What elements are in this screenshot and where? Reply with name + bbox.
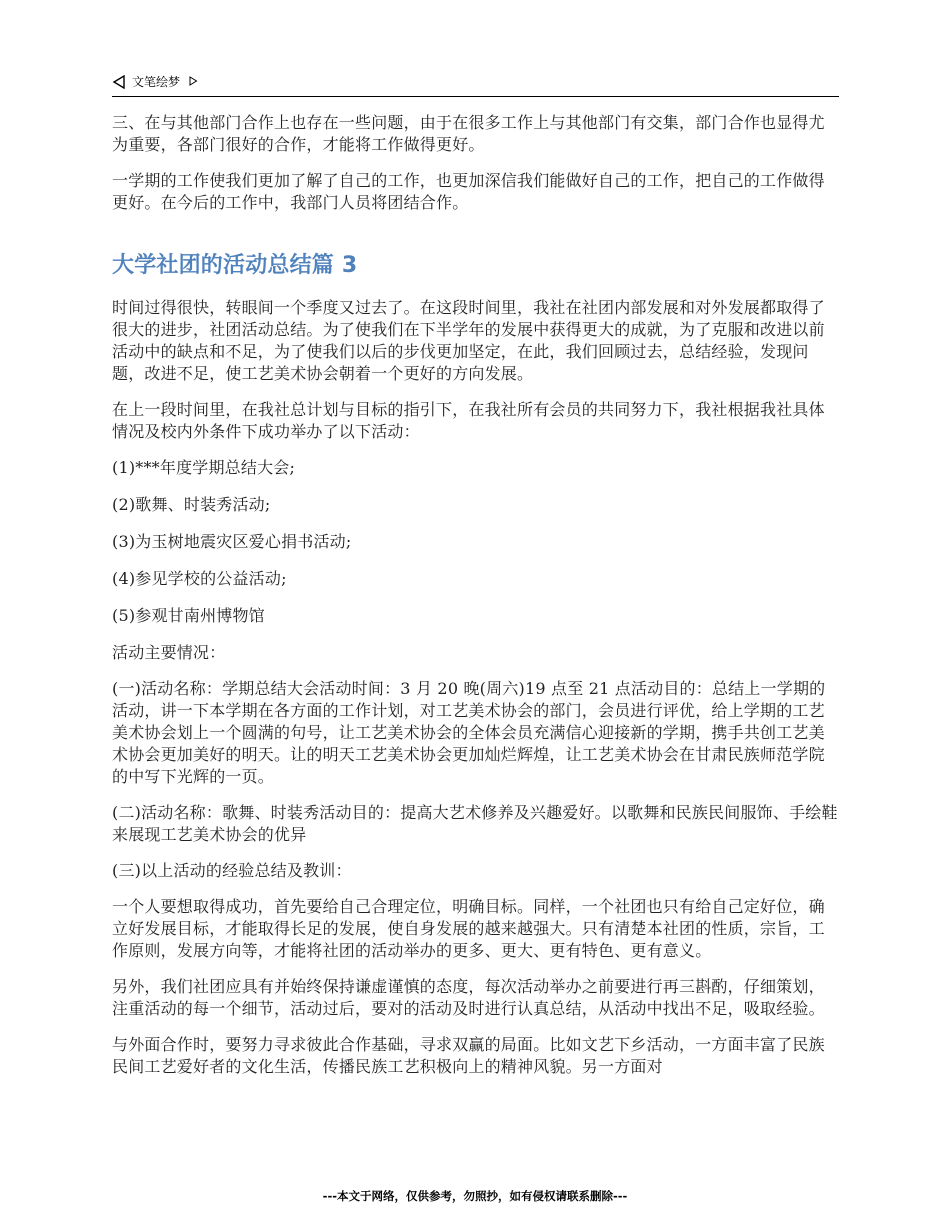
paragraph: (一)活动名称：学期总结大会活动时间：3 月 20 晚(周六)19 点至 21 点活动目的：总结上一学期的活动，讲一下本学期在各方面的工作计划，对工艺美术协会的部门，会员进行评优，给上学期的工艺美术协会划上一个圆满的句号，让工艺美术协会的全体会员充满信心迎接新的学期，携手共创工艺美术协会更加美好的明天。让的明天工艺美术协会更加灿烂辉煌，让工艺美术协会在甘肃民族师范学院的中写下光辉的一页。 — [112, 679, 826, 786]
page-header — [112, 72, 839, 97]
paragraph: 在上一段时间里，在我社总计划与目标的指引下，在我社所有会员的共同努力下，我社根据我社具体情况及校内外条件下成功举办了以下活动： — [112, 400, 825, 441]
list-item: (4)参见学校的公益活动; — [112, 569, 287, 588]
page-footer: ---本文于网络，仅供参考，勿照抄，如有侵权请联系删除--- — [322, 1189, 628, 1203]
list-item: (1)***年度学期总结大会; — [112, 458, 296, 477]
header-brand — [112, 73, 204, 90]
list-item: (3)为玉树地震灾区爱心捐书活动; — [112, 532, 352, 551]
paragraph: 时间过得很快，转眼间一个季度又过去了。在这段时间里，我社在社团内部发展和对外发展都取得了很大的进步，社团活动总结。为了使我们在下半学年的发展中获得更大的成就，为了克服和改进以前活动中的缺点和不足，为了使我们以后的步伐更加坚定，在此，我们回顾过去，总结经验，发现问题，改进不足，使工艺美术协会朝着一个更好的方向发展。 — [112, 298, 825, 383]
triangle-left-icon — [112, 75, 126, 89]
paragraph: 与外面合作时，要努力寻求彼此合作基础，寻求双赢的局面。比如文艺下乡活动，一方面丰富了民族民间工艺爱好者的文化生活，传播民族工艺积极向上的精神风貌。另一方面对 — [112, 1035, 825, 1076]
document-body — [112, 112, 840, 1092]
list-item: (2)歌舞、时装秀活动; — [112, 495, 271, 514]
paragraph: 三、在与其他部门合作上也存在一些问题，由于在很多工作上与其他部门有交集，部门合作也显得尤为重要，各部门很好的合作，才能将工作做得更好。 — [112, 113, 825, 154]
triangle-right-icon — [188, 74, 204, 90]
paragraph: (三)以上活动的经验总结及教训： — [112, 861, 352, 880]
list-item: (5)参观甘南州博物馆 — [112, 606, 265, 625]
paragraph: 另外，我们社团应具有并始终保持谦虚谨慎的态度，每次活动举办之前要进行再三斟酌，仔细策划，注重活动的每一个细节，活动过后，要对的活动及时进行认真总结，从活动中找出不足，吸取经验。 — [112, 977, 825, 1018]
paragraph: (二)活动名称：歌舞、时装秀活动目的：提高大艺术修养及兴趣爱好。以歌舞和民族民间服饰、手绘鞋来展现工艺美术协会的优异 — [112, 803, 838, 844]
paragraph: 一学期的工作使我们更加了解了自己的工作，也更加深信我们能做好自己的工作，把自己的工作做得更好。在今后的工作中，我部门人员将团结合作。 — [112, 171, 825, 212]
paragraph: 一个人要想取得成功，首先要给自己合理定位，明确目标。同样，一个社团也只有给自己定好位，确立好发展目标，才能取得长足的发展，使自身发展的越来越强大。只有清楚本社团的性质，宗旨，工作原则，发展方向等，才能将社团的活动举办的更多、更大、更有特色、更有意义。 — [112, 897, 825, 960]
paragraph: 活动主要情况： — [112, 643, 226, 662]
section-title: 大学社团的活动总结篇 3 — [112, 253, 358, 278]
header-label: 文笔绘梦 — [132, 75, 181, 89]
